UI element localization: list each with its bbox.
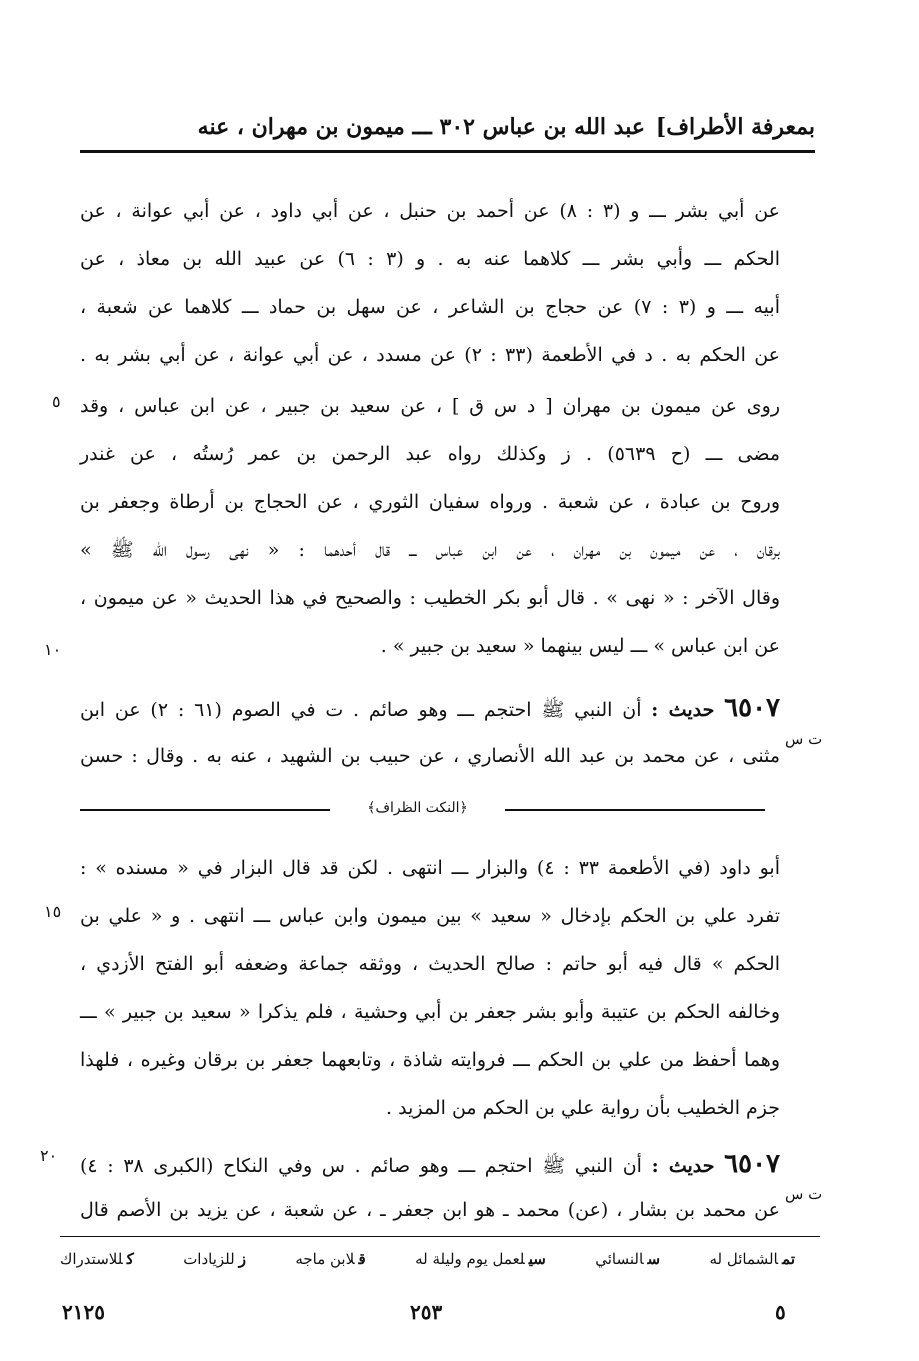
text-line: برقان ، عن ميمون بن مهران ، عن ابن عباس ـــ قال أحدهما : « نهى رسول الله ﷺ » xyxy=(80,539,780,561)
margin-line-number: ١٥ xyxy=(44,902,62,921)
text-line: أبو داود (في الأطعمة ٣٣ : ٤) والبزار ـــ انتهى . لكن قد قال البزار في « مسنده » : xyxy=(80,857,780,879)
text-line: وخالفه الحكم بن عتيبة وأبو بشر جعفر بن أبي وحشية ، فلم يذكرا « سعيد بن جبير » ـــ xyxy=(80,1001,780,1023)
hadith-first-line xyxy=(80,682,780,734)
hadith-text: أن النبي ﷺ احتجم ـــ وهو صائم . س وفي النكاح (الكبرى ٣٨ : ٤) xyxy=(80,1155,642,1177)
hadith-label: حديث : xyxy=(651,699,715,721)
legend-item: سالنسائي xyxy=(595,1250,661,1268)
hadith-entry xyxy=(80,1138,780,1238)
hadith-first-line xyxy=(80,1138,780,1190)
margin-line-number: ٢٠ xyxy=(40,1146,58,1165)
legend-item: زللزيادات xyxy=(183,1250,246,1268)
text-line: أبيه ـــ و (٣ : ٧) عن حجاج بن الشاعر ، عن سهل بن حماد ـــ كلاهما عن شعبة ، xyxy=(80,296,780,318)
hadith-number: ٦٥٠٧ xyxy=(724,1149,780,1179)
margin-line-number: ٥ xyxy=(52,392,61,411)
text-line: وهما أحفظ من علي بن الحكم ـــ فروايته شاذة ، وتابعهما جعفر بن برقان وغيره ، فلهذا xyxy=(80,1049,780,1071)
margin-line-number: ١٠ xyxy=(44,640,62,659)
hadith-text: أن النبي ﷺ احتجم ـــ وهو صائم . ت في الصوم (٦١ : ٢) عن ابن xyxy=(80,699,642,721)
text-line: وروح بن عبادة ، عن شعبة . ورواه سفيان الثوري ، عن الحجاج بن أرطاة وجعفر بن xyxy=(80,491,780,513)
text-line: تفرد علي بن الحكم بإدخال « سعيد » بين ميمون وابن عباس ـــ انتهى . و « علي بن xyxy=(80,905,780,927)
text-line: جزم الخطيب بأن رواية علي بن الحكم من المزيد . xyxy=(386,1097,780,1119)
running-number: ٢١٢٥ xyxy=(62,1300,105,1324)
divider-rule xyxy=(80,809,330,811)
legend-item: كللاستدراك xyxy=(60,1250,134,1268)
main-text xyxy=(80,185,780,705)
header-section-title: عبد الله بن عباس ٣٠٢ ـــ ميمون بن مهران ، عنه xyxy=(197,114,645,140)
sigla-legend xyxy=(60,1250,795,1268)
hadith-siglum: ت س xyxy=(785,1185,823,1203)
divider-rule xyxy=(505,809,765,811)
section-divider xyxy=(80,800,765,822)
header-rule xyxy=(80,150,815,153)
text-line: مثنى ، عن محمد بن عبد الله الأنصاري ، عن حبيب بن الشهيد ، عنه به . وقال : حسن xyxy=(80,745,780,767)
text-line: عن ابن عباس » ـــ ليس بينهما « سعيد بن جبير » . xyxy=(380,635,780,657)
volume-page-number: ٥ xyxy=(775,1300,786,1324)
text-line: الحكم ـــ وأبي بشر ـــ كلاهما عنه به . و (٣ : ٦) عن عبيد الله بن معاذ ، عن xyxy=(80,248,780,270)
page-number: ٢٥٣ xyxy=(410,1300,443,1324)
divider-label: ﴿النكت الظراف﴾ xyxy=(367,800,468,816)
text-line: الحكم » قال فيه أبو حاتم : صالح الحديث ، ووثقه جماعة وضعفه أبو الفتح الأزدي ، xyxy=(80,953,780,975)
hadith-entry xyxy=(80,682,780,792)
legend-item: قلابن ماجه xyxy=(295,1250,366,1268)
footer-rule xyxy=(60,1236,820,1237)
text-line: وقال الآخر : « نهى » . قال أبو بكر الخطيب : والصحيح في هذا الحديث « عن ميمون ، xyxy=(80,587,780,609)
running-header xyxy=(80,104,815,144)
text-line: عن محمد بن بشار ، (عن) محمد ـ هو ابن جعفر ـ ، عن شعبة ، عن يزيد بن الأصم قال xyxy=(80,1199,780,1221)
text-line: عن الحكم به . د في الأطعمة (٣٣ : ٢) عن مسدد ، عن أبي عوانة ، عن أبي بشر به . xyxy=(80,344,781,366)
text-line: روى عن ميمون بن مهران [ د س ق ] ، عن سعيد بن جبير ، عن ابن عباس ، وقد xyxy=(80,395,780,417)
header-book-title: بمعرفة الأطراف] xyxy=(655,114,815,140)
hadith-label: حديث : xyxy=(651,1155,715,1177)
legend-item: سيلعمل يوم وليلة له xyxy=(415,1250,546,1268)
text-line: مضى ـــ (ح ٥٦٣٩) . ز وكذلك رواه عبد الرحمن بن عمر رُستُه ، عن غندر xyxy=(80,443,780,465)
hadith-number: ٦٥٠٧ xyxy=(724,693,781,723)
nukat-text xyxy=(80,842,780,1142)
hadith-siglum: ت س xyxy=(785,730,823,748)
text-line: عن أبي بشر ـــ و (٣ : ٨) عن أحمد بن حنبل ، عن أبي داود ، عن أبي عوانة ، عن xyxy=(80,200,780,222)
legend-item: تمالشمائل له xyxy=(709,1250,795,1268)
